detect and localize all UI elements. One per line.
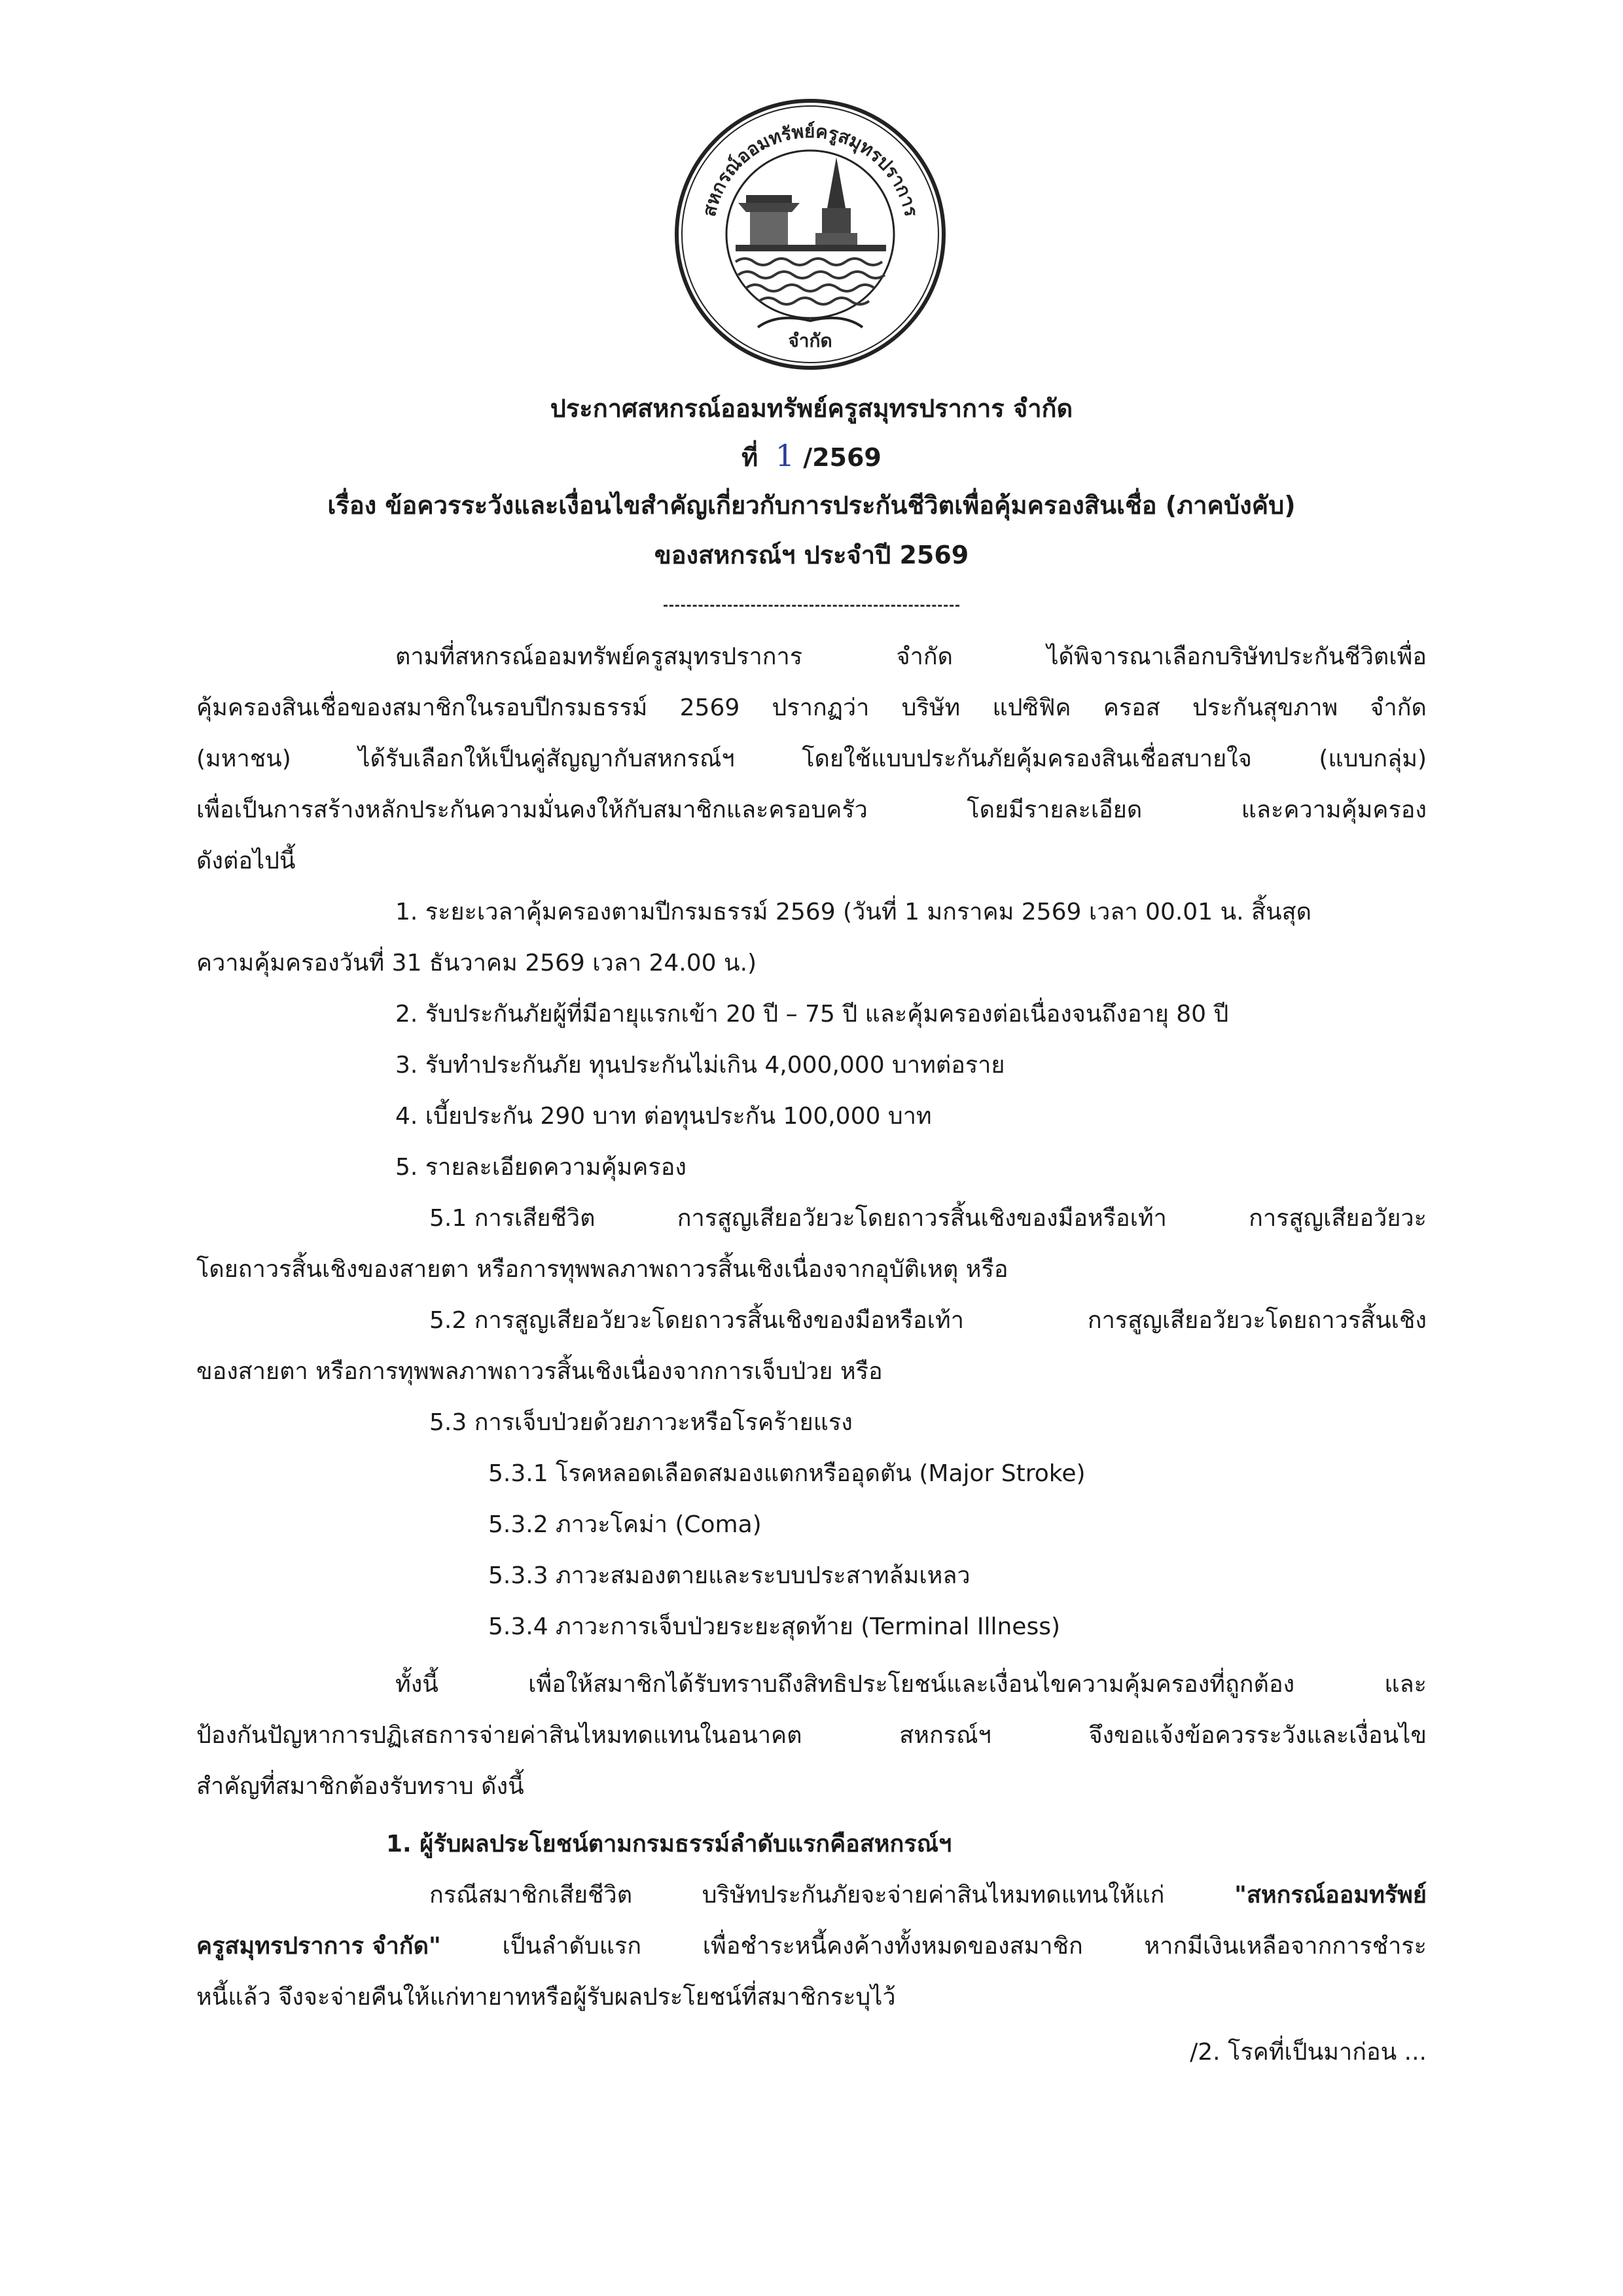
item-5-3-1: 5.3.1 โรคหลอดเลือดสมองแตกหรืออุดตัน (Major Stroke)	[488, 1460, 1086, 1487]
item-4: 4. เบี้ยประกัน 290 บาท ต่อทุนประกัน 100,000 บาท	[395, 1103, 932, 1130]
intro-line-2: คุ้มครองสินเชื่อของสมาชิกในรอบปีกรมธรรม์ 2569 ปรากฏว่า บริษัท แปซิฟิค ครอส ประกันสุขภาพ จำกัด	[196, 694, 1427, 721]
announcement-subject: เรื่อง ข้อควรระวังและเงื่อนไขสำคัญเกี่ยวกับการประกันชีวิตเพื่อคุ้มครองสินเชื่อ (ภาคบังคับ)	[327, 491, 1296, 520]
intro-line-5: ดังต่อไปนี้	[196, 848, 296, 874]
continued-note: /2. โรคที่เป็นมาก่อน ...	[1190, 2039, 1427, 2066]
item-3: 3. รับทำประกันภัย ทุนประกันไม่เกิน 4,000,000 บาทต่อราย	[395, 1052, 1005, 1079]
svg-text:สหกรณ์ออมทรัพย์ครูสมุทรปราการ: สหกรณ์ออมทรัพย์ครูสมุทรปราการ	[698, 120, 923, 219]
temple-pagoda-icon	[736, 157, 886, 251]
header-divider	[664, 605, 959, 607]
announcement-number	[0, 436, 1623, 477]
item-5-3: 5.3 การเจ็บป่วยด้วยภาวะหรือโรคร้ายแรง	[429, 1409, 853, 1436]
para2-line-3: สำคัญที่สมาชิกต้องรับทราบ ดังนี้	[196, 1773, 524, 1800]
number-year: /2569	[803, 443, 882, 472]
intro-line-4: เพื่อเป็นการสร้างหลักประกันความมั่นคงให้กับสมาชิกและครอบครัว โดยมีรายละเอียด และความคุ้มครอง	[196, 797, 1427, 823]
item-1-line-1: 1. ระยะเวลาคุ้มครองตามปีกรมธรรม์ 2569 (วันที่ 1 มกราคม 2569 เวลา 00.01 น. สิ้นสุด	[395, 899, 1311, 925]
handwritten-number: 1	[775, 438, 794, 473]
section-1-line-3: หนี้แล้ว จึงจะจ่ายคืนให้แก่ทายาทหรือผู้รับผลประโยชน์ที่สมาชิกระบุไว้	[196, 1984, 896, 2011]
item-5-3-3: 5.3.3 ภาวะสมองตายและระบบประสาทล้มเหลว	[488, 1562, 971, 1589]
water-waves-icon	[736, 259, 885, 304]
intro-line-1: ตามที่สหกรณ์ออมทรัพย์ครูสมุทรปราการ จำกัด ได้พิจารณาเลือกบริษัทประกันชีวิตเพื่อ	[395, 643, 1427, 670]
para2-line-2: ป้องกันปัญหาการปฏิเสธการจ่ายค่าสินไหมทดแทนในอนาคต สหกรณ์ฯ จึงขอแจ้งข้อควรระวังและเงื่อนไข	[196, 1722, 1427, 1749]
intro-line-3: (มหาชน) ได้รับเลือกให้เป็นคู่สัญญากับสหกรณ์ฯ โดยใช้แบบประกันภัยคุ้มครองสินเชื่อสบายใจ (แบบกลุ่ม)	[196, 745, 1427, 772]
number-prefix: ที่	[741, 443, 758, 472]
section-1-line-1: กรณีสมาชิกเสียชีวิต บริษัทประกันภัยจะจ่ายค่าสินไหมทดแทนให้แก่ "สหกรณ์ออมทรัพย์	[429, 1882, 1427, 1909]
item-5-1-line-1: 5.1 การเสียชีวิต การสูญเสียอวัยวะโดยถาวรสิ้นเชิงของมือหรือเท้า การสูญเสียอวัยวะ	[429, 1205, 1427, 1232]
item-5: 5. รายละเอียดความคุ้มครอง	[395, 1154, 687, 1181]
announcement-title: ประกาศสหกรณ์ออมทรัพย์ครูสมุทรปราการ จำกัด	[550, 394, 1073, 423]
cooperative-seal-logo	[673, 97, 948, 372]
section-1-heading: 1. ผู้รับผลประโยชน์ตามกรมธรรม์ลำดับแรกคือสหกรณ์ฯ	[386, 1831, 952, 1857]
section-1-line-2: ครูสมุทรปราการ จำกัด" เป็นลำดับแรก เพื่อชำระหนี้คงค้างทั้งหมดของสมาชิก หากมีเงินเหลือจากการชำระ	[196, 1933, 1427, 1960]
seal-bottom-text: จำกัด	[788, 330, 832, 351]
item-2: 2. รับประกันภัยผู้ที่มีอายุแรกเข้า 20 ปี – 75 ปี และคุ้มครองต่อเนื่องจนถึงอายุ 80 ปี	[395, 1001, 1229, 1028]
item-5-2-line-1: 5.2 การสูญเสียอวัยวะโดยถาวรสิ้นเชิงของมือหรือเท้า การสูญเสียอวัยวะโดยถาวรสิ้นเชิง	[429, 1307, 1427, 1334]
item-5-3-2: 5.3.2 ภาวะโคม่า (Coma)	[488, 1511, 762, 1538]
item-1-line-2: ความคุ้มครองวันที่ 31 ธันวาคม 2569 เวลา 24.00 น.)	[196, 950, 757, 977]
announcement-subject-line2: ของสหกรณ์ฯ ประจำปี 2569	[654, 541, 969, 569]
item-5-3-4: 5.3.4 ภาวะการเจ็บป่วยระยะสุดท้าย (Terminal Illness)	[488, 1613, 1061, 1640]
item-5-1-line-2: โดยถาวรสิ้นเชิงของสายตา หรือการทุพพลภาพถาวรสิ้นเชิงเนื่องจากอุบัติเหตุ หรือ	[196, 1256, 1008, 1283]
para2-line-1: ทั้งนี้ เพื่อให้สมาชิกได้รับทราบถึงสิทธิประโยชน์และเงื่อนไขความคุ้มครองที่ถูกต้อง และ	[395, 1671, 1427, 1698]
item-5-2-line-2: ของสายตา หรือการทุพพลภาพถาวรสิ้นเชิงเนื่องจากการเจ็บป่วย หรือ	[196, 1358, 883, 1385]
